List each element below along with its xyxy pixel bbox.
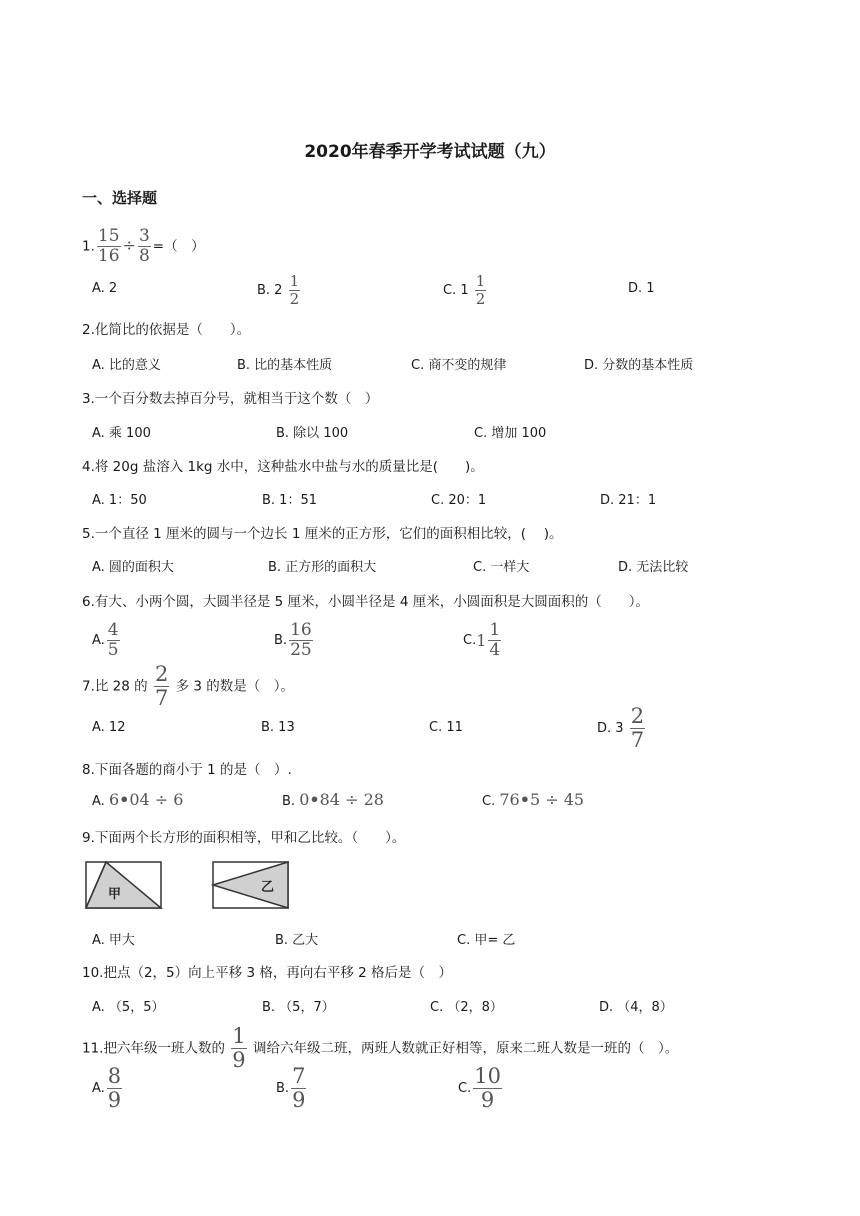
option-c[interactable]: C. 增加 100 bbox=[474, 426, 547, 441]
option-a[interactable]: A. 2 bbox=[92, 281, 118, 296]
fraction: $\frac{2}{7}$ bbox=[630, 704, 645, 752]
option-a[interactable]: A. （5，5） bbox=[92, 1000, 165, 1015]
question-8: 8.下面各题的商小于 1 的是（ ）. bbox=[82, 762, 292, 778]
option-c[interactable]: C. 商不变的规律 bbox=[411, 358, 507, 373]
section-heading: 一、选择题 bbox=[82, 189, 158, 207]
fraction: $\frac{1}{4}$ bbox=[489, 620, 501, 660]
divide-sign: ÷ bbox=[122, 235, 136, 255]
question-9: 9.下面两个长方形的面积相等，甲和乙比较。（ ）。 bbox=[82, 830, 406, 846]
question-5: 5.一个直径 1 厘米的圆与一个边长 1 厘米的正方形，它们的面积相比较，( )。 bbox=[82, 526, 563, 542]
fraction: $\frac{7}{9}$ bbox=[292, 1064, 306, 1112]
option-d[interactable]: D. 1 bbox=[628, 281, 655, 296]
option-b[interactable]: B. （5，7） bbox=[262, 1000, 335, 1015]
option-b[interactable]: B. 2 $\frac{1}{2}$ bbox=[257, 272, 300, 308]
question-3: 3.一个百分数去掉百分号，就相当于这个数（ ） bbox=[82, 391, 379, 407]
question-11: 11.把六年级一班人数的 $\frac{1}{9}$ 调给六年级二班，两班人数就正好相等，原来二班人数是一班的（ ）。 bbox=[82, 1024, 679, 1072]
option-a[interactable]: A. $\frac{8}{9}$ bbox=[92, 1064, 122, 1112]
option-c[interactable]: C.1 $\frac{1}{4}$ bbox=[463, 620, 501, 660]
question-6: 6.有大、小两个圆，大圆半径是 5 厘米，小圆半径是 4 厘米，小圆面积是大圆面积的（ ）。 bbox=[82, 594, 649, 610]
option-d[interactable]: D. 分数的基本性质 bbox=[584, 358, 694, 373]
option-b[interactable]: B. 正方形的面积大 bbox=[268, 560, 377, 575]
option-a[interactable]: A. 6•04 ÷ 6 bbox=[92, 790, 184, 809]
option-a[interactable]: A. 比的意义 bbox=[92, 358, 161, 373]
option-c[interactable]: C. $\frac{10}{9}$ bbox=[458, 1064, 501, 1112]
label-yi: 乙 bbox=[261, 880, 275, 895]
option-b[interactable]: B. 乙大 bbox=[275, 933, 319, 948]
option-d[interactable]: D. 3 $\frac{2}{7}$ bbox=[597, 704, 645, 752]
fraction: $\frac{15}{16}$ bbox=[97, 226, 120, 266]
option-b[interactable]: B. $\frac{7}{9}$ bbox=[276, 1064, 306, 1112]
fraction: $\frac{8}{9}$ bbox=[107, 1064, 122, 1112]
fraction: $\frac{16}{25}$ bbox=[290, 620, 312, 660]
question-1 bbox=[82, 228, 205, 265]
option-b[interactable]: B. 0•84 ÷ 28 bbox=[282, 790, 384, 809]
fraction: $\frac{3}{8}$ bbox=[138, 226, 150, 266]
page-title: 2020年春季开学考试试题（九） bbox=[304, 142, 556, 162]
option-d[interactable]: D. 21：1 bbox=[600, 493, 657, 508]
fraction: $\frac{1}{2}$ bbox=[289, 272, 300, 308]
option-d[interactable]: D. 无法比较 bbox=[618, 560, 689, 575]
option-a[interactable]: A. 12 bbox=[92, 720, 126, 735]
question-suffix: =（ ） bbox=[152, 238, 205, 255]
fraction: $\frac{1}{2}$ bbox=[475, 272, 486, 308]
option-b[interactable]: B. $\frac{16}{25}$ bbox=[274, 620, 312, 660]
option-b[interactable]: B. 1：51 bbox=[262, 493, 317, 508]
option-c[interactable]: C. 1 $\frac{1}{2}$ bbox=[443, 272, 486, 308]
fraction: $\frac{4}{5}$ bbox=[107, 620, 119, 660]
option-b[interactable]: B. 除以 100 bbox=[276, 426, 349, 441]
option-c[interactable]: C. 甲= 乙 bbox=[457, 933, 516, 948]
option-c[interactable]: C. 20：1 bbox=[431, 493, 487, 508]
fraction: $\frac{1}{9}$ bbox=[232, 1024, 246, 1072]
option-c[interactable]: C. （2，8） bbox=[430, 1000, 503, 1015]
option-b[interactable]: B. 比的基本性质 bbox=[237, 358, 333, 373]
fraction: $\frac{10}{9}$ bbox=[474, 1064, 501, 1112]
question-number: 1. bbox=[82, 238, 95, 255]
question-10: 10.把点（2，5）向上平移 3 格，再向右平移 2 格后是（ ） bbox=[82, 965, 452, 981]
fraction: $\frac{2}{7}$ bbox=[154, 662, 169, 710]
option-b[interactable]: B. 13 bbox=[261, 720, 295, 735]
question-4: 4.将 20g 盐溶入 1kg 水中，这种盐水中盐与水的质量比是( )。 bbox=[82, 459, 484, 475]
label-jia: 甲 bbox=[108, 887, 122, 902]
option-a[interactable]: A. 甲大 bbox=[92, 933, 135, 948]
option-a[interactable]: A. 圆的面积大 bbox=[92, 560, 174, 575]
option-c[interactable]: C. 76•5 ÷ 45 bbox=[482, 790, 585, 809]
option-d[interactable]: D. （4，8） bbox=[599, 1000, 673, 1015]
rectangle-jia-figure bbox=[84, 860, 164, 912]
option-c[interactable]: C. 11 bbox=[429, 720, 463, 735]
option-a[interactable]: A. $\frac{4}{5}$ bbox=[92, 620, 119, 660]
rectangle-yi-figure bbox=[211, 860, 291, 912]
question-2: 2.化简比的依据是（ ）。 bbox=[82, 322, 251, 338]
option-a[interactable]: A. 1：50 bbox=[92, 493, 147, 508]
option-a[interactable]: A. 乘 100 bbox=[92, 426, 151, 441]
question-7: 7.比 28 的 $\frac{2}{7}$ 多 3 的数是（ ）。 bbox=[82, 662, 295, 710]
option-c[interactable]: C. 一样大 bbox=[473, 560, 530, 575]
